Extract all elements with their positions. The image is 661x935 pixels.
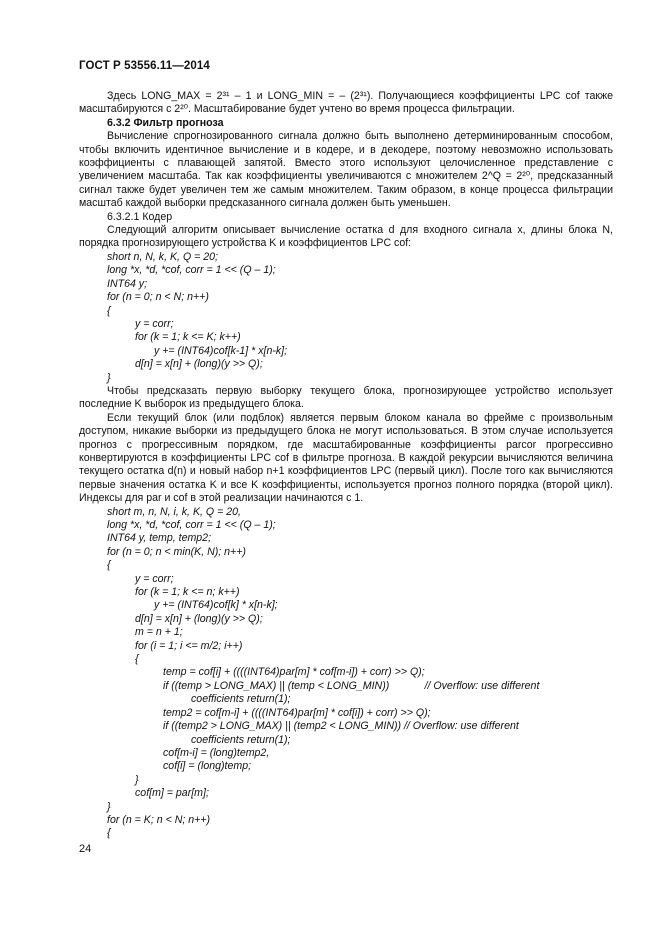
- code-line: INT64 y;: [107, 277, 148, 290]
- code-line: for (k = 1; k <= n; k++): [135, 586, 240, 599]
- code-line: for (k = 1; k <= K; k++): [135, 331, 241, 344]
- code-line: for (n = 0; n < min(K, N); n++): [107, 545, 246, 558]
- paragraph-deterministic: Вычисление спрогнозированного сигнала должно быть выполнено детерминированным способом, чтобы включить идентичное вычисление и в кодере, и в декодере, поэтому невозможно использовать коэффициенты с плавающей запятой. Вместо этого используют целочисленное представление с увеличением масштаба. Так как коэффициенты увеличиваются с множителем 2^Q = 2²⁰, предсказанный сигнал также будет увеличен тем же самым множителем. Таким образом, в конце процесса фильтрации масштаб каждой выборки предсказанного сигнала должен быть уменьшен.: [79, 130, 613, 210]
- section-heading-prediction-filter: 6.3.2 Фильтр прогноза: [107, 116, 224, 129]
- code-line: long *x, *d, *cof, corr = 1 << (Q – 1);: [107, 264, 276, 277]
- code-line: temp = cof[i] + ((((INT64)par[m] * cof[m-i]) + corr) >> Q);: [163, 666, 425, 679]
- code-line: {: [135, 653, 139, 666]
- document-header: ГОСТ Р 53556.11—2014: [79, 60, 210, 72]
- code-line: for (n = 0; n < N; n++): [107, 291, 209, 304]
- code-line: cof[m-i] = (long)temp2,: [163, 746, 270, 759]
- code-line: if ((temp > LONG_MAX) || (temp < LONG_MIN)) // Overflow: use different: [163, 679, 540, 692]
- page-number: 24: [79, 843, 92, 855]
- code-line: }: [107, 800, 111, 813]
- code-line: short m, n, N, i, k, K, Q = 20,: [107, 505, 241, 518]
- code-line: coefficients return(1);: [191, 693, 291, 706]
- code-line: y = corr;: [135, 572, 174, 585]
- code-line: {: [107, 304, 111, 317]
- subsection-heading-encoder: 6.3.2.1 Кодер: [107, 210, 173, 223]
- code-line: cof[i] = (long)temp;: [163, 760, 252, 773]
- page-body: [79, 90, 613, 841]
- code-line: d[n] = x[n] + (long)(y >> Q);: [135, 358, 263, 371]
- paragraph-first-sample: Чтобы предсказать первую выборку текущего блока, прогнозирующее устройство использует последние K выборок из предыдущего блока.: [79, 384, 613, 411]
- code-line: m = n + 1;: [135, 626, 183, 639]
- code-line: y = corr;: [135, 317, 174, 330]
- code-line: cof[m] = par[m];: [135, 787, 209, 800]
- code-line: INT64 y, temp, temp2;: [107, 532, 212, 545]
- code-line: long *x, *d, *cof, corr = 1 << (Q – 1);: [107, 519, 276, 531]
- code-line: }: [107, 371, 111, 384]
- code-line: short n, N, k, K, Q = 20;: [107, 250, 218, 263]
- code-line: for (i = 1; i <= m/2; i++): [135, 639, 243, 652]
- paragraph-long-max: Здесь LONG_MAX = 2³¹ – 1 и LONG_MIN = – (2³¹). Получающиеся коэффициенты LPC cof также масштабируются с 2²⁰. Масштабирование будет учтено во время процесса фильтрации.: [79, 90, 613, 116]
- code-line: coefficients return(1);: [191, 733, 291, 746]
- code-line: y += (INT64)cof[k-1] * x[n-k];: [154, 344, 288, 357]
- code-line: if ((temp2 > LONG_MAX) || (temp2 < LONG_MIN)) // Overflow: use different: [163, 720, 519, 733]
- paragraph-algorithm: Следующий алгоритм описывает вычисление остатка d для входного сигнала x, длины блока N, порядка прогнозирующего устройства K и коэффициентов LPC cof:: [79, 224, 613, 250]
- code-line: for (n = K; n < N; n++): [107, 813, 211, 826]
- code-line: {: [107, 559, 111, 572]
- code-line: temp2 = cof[m-i] + ((((INT64)par[m] * cof[i]) + corr) >> Q);: [163, 706, 431, 719]
- code-line: d[n] = x[n] + (long)(y >> Q);: [135, 612, 263, 625]
- code-line: {: [107, 827, 111, 840]
- code-line: }: [135, 773, 139, 786]
- code-block-encoder: [79, 251, 613, 385]
- code-block-progressive: [79, 506, 613, 841]
- paragraph-random-access: Если текущий блок (или подблок) является первым блоком канала во фрейме с произвольным доступом, никакие выборки из предыдущего блока не могут использоваться. В этом случае используется прогноз с прогрессивным порядком, где масштабированные коэффициенты parcor прогрессивно конвертируются в коэффициенты LPC cof в фильтре прогноза. В каждой рекурсии вычисляются величина текущего остатка d(n) и новый набор n+1 коэффициентов LPC (первый цикл). После того как вычисляются первые значения остатка K и все K коэффициенты, используется прогноз полного порядка (второй цикл). Индексы для par и cof в этой реализации начинаются с 1.: [79, 411, 613, 505]
- code-line: y += (INT64)cof[k] * x[n-k];: [154, 599, 278, 612]
